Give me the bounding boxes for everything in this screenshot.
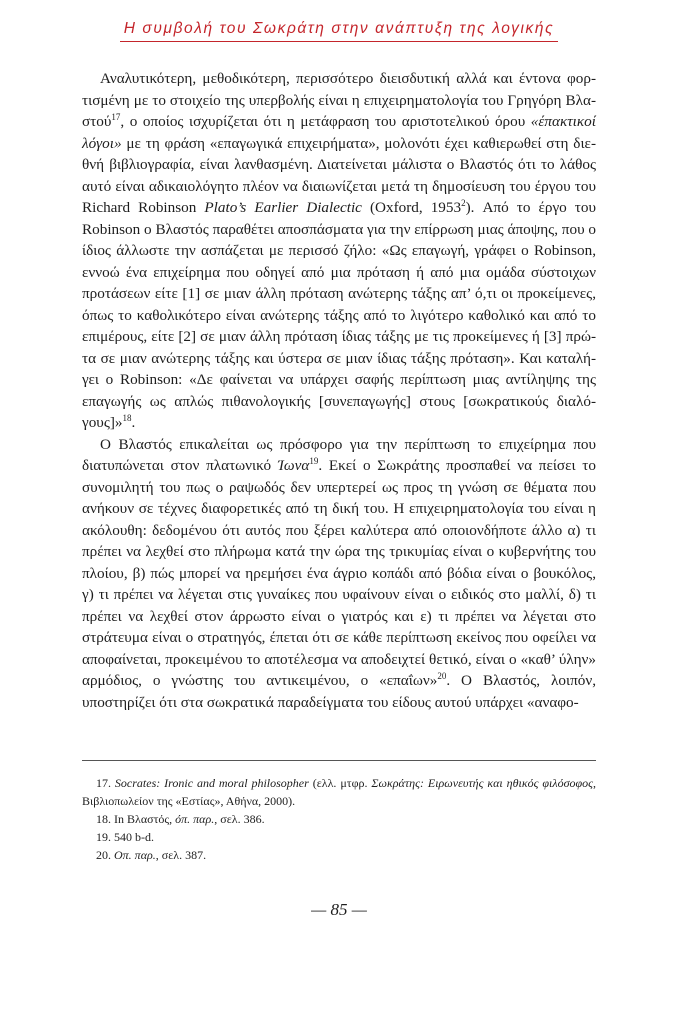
footnotes [82, 774, 596, 864]
footnote-number: 18. [96, 812, 111, 826]
running-title: Η συμβολή του Σωκράτη στην ανάπτυξη της λογικής [120, 20, 559, 42]
footnote-ref-19: 19 [309, 455, 319, 466]
paragraph-2 [82, 434, 596, 714]
edition-superscript: 2 [461, 197, 466, 208]
italic-title: Σωκράτης: Ειρωνευτής και ηθικός φιλόσοφος [371, 776, 594, 790]
dialogue-title: Ίωνα [277, 457, 310, 474]
page-number: — 85 — [311, 900, 367, 919]
text-run: . Εκεί ο Σωκράτης προσπαθεί να πείσει το συνομιλητή του πως ο ραψωδός δεν υπερτερεί ως προς τη γνώση σε θέματα που ανήκουν σε τέχνες διαφορετικές από τη δική του. Η επιχειρηματολογία του είναι η ακόλουθη: δεδομένου ότι αυτός που ξέρει καλύτερα από οποιονδήποτε άλλο α) τι πρέπει να λεχθεί στο πλήρωμα κατά την ώρα της τρικυμίας είναι ο κυβερνήτης του πλοίου, β) πώς μπορεί να ηρεμήσει ένα άγριο κοπάδι από βόδια είναι ο βουκόλος, γ) τι πρέπει να λέγεται στις γυναίκες που υφαίνουν είναι ο ειδικός στο μαλλί, δ) τι πρέπει να λεχθεί στον άρρωστο είναι ο γιατρός και ε) τι πρέπει να λέγεται στο στράτευμα είναι ο στρατηγός, έπεται ότι σε κάθε περίπτωση εκείνος που οφείλει να αποφαίνεται, προκειμένου το αποτέλεσμα να αποδειχτεί θετικό, είναι ο «καθ’ ύλην» αρμόδιος, ο γνώστης του αντικειμένου, ο «επαΐων» [82, 457, 596, 689]
text-run: με τη φράση «επαγωγικά επιχειρήματα», μολονότι έχει καθιερωθεί στη διεθνή βιβλιογραφία, είναι λανθασμένη. Διατείνεται μάλιστα ο Βλαστός ότι το λάθος αυτό είναι αδικαιολόγητο πλέον να διαιωνίζεται μετά τη δημοσίευση του έργου του Richard Robinson [82, 134, 596, 216]
footnote-ref-17: 17 [111, 111, 121, 122]
text-run: Ο Βλαστός επικαλείται ως πρόσφορο για την περίπτωση το επιχείρημα που διατυπώνεται στον πλατωνικό [82, 435, 596, 474]
text-run: , σελ. 386. [214, 812, 265, 826]
footnote-ref-18: 18 [122, 412, 132, 423]
text-run: (Oxford, 1953 [361, 199, 462, 216]
italic-abbrev: όπ. παρ. [175, 812, 215, 826]
italic-term: «έπακτικοί λόγοι» [82, 113, 596, 152]
book-title: Plato’s Earlier Dialectic [204, 199, 362, 216]
footnote-number: 17. [96, 776, 111, 790]
footnote-divider [82, 760, 596, 761]
text-run: . [131, 414, 136, 431]
text-run: Αναλυτικότερη, μεθοδικότερη, περισσότερο διεισδυτική αλλά και έντονα φορτισμένη με το στοιχείο της υπερβολής είναι η επιχειρηματολογία του Γρηγόρη Βλαστού [82, 70, 596, 130]
text-run: In Βλαστός, [114, 812, 176, 826]
paragraph-1 [82, 68, 596, 434]
italic-abbrev: Οπ. παρ. [114, 848, 156, 862]
text-run: 540 b-d. [114, 830, 154, 844]
text-run: . Ο Βλαστός, λοιπόν, υποστηρίζει ότι στα σωκρατικά παραδείγματα του είδους αυτού υπάρχει «αναφο- [82, 672, 596, 711]
body-text [82, 68, 596, 713]
footnote-18 [82, 810, 596, 828]
running-header [0, 20, 678, 42]
footnote-19 [82, 828, 596, 846]
text-run: (ελλ. μτφρ. [308, 776, 372, 790]
text-run: , σελ. 387. [155, 848, 207, 862]
text-run: , Βιβλιοπωλείον της «Εστίας», Αθήνα, 2000). [82, 776, 597, 808]
footnote-ref-20: 20 [437, 670, 447, 681]
italic-title: Socrates: Ironic and moral philosopher [114, 776, 309, 790]
text-run: ). Από το έργο του Robinson ο Βλαστός παραθέτει αποσπάσματα για την επίρρωση μιας άποψης, που ο ίδιος άλλωστε την ασπάζεται με περισσό ζήλο: «Ως επαγωγή, γράφει ο Robinson, εννοώ ένα επιχείρημα που οδηγεί από μια πρόταση ή από μια ομάδα σύστοιχων προτάσεων είτε [1] σε μιαν άλλη πρόταση ανώτερης τάξης απ’ ό,τι οι προκείμενες, όπως το καθολικότερο είναι ανώτερης τάξης από το λιγότερο καθολικό και από το επιμέρους, είτε [2] σε μιαν άλλη πρόταση ίδιας τάξης με τις προκείμενες ή [3] πρώτα σε μιαν ανώτερης τάξης και ύστερα σε μιαν ίδιας τάξης πρόταση». Και καταλήγει ο Robinson: «Δε φαίνεται να υπάρχει σαφής περίπτωση μιας αντίληψης της επαγωγής ως απλώς πιθανολογικής [συνεπαγωγής] στους [σωκρατικούς διαλόγους]» [82, 199, 597, 431]
footnote-20 [82, 846, 596, 864]
text-run: , ο οποίος ισχυρίζεται ότι η μετάφραση του αριστοτελικού όρου [120, 113, 531, 130]
footnote-number: 20. [96, 848, 111, 862]
footnote-17 [82, 774, 596, 810]
footnote-number: 19. [96, 830, 111, 844]
